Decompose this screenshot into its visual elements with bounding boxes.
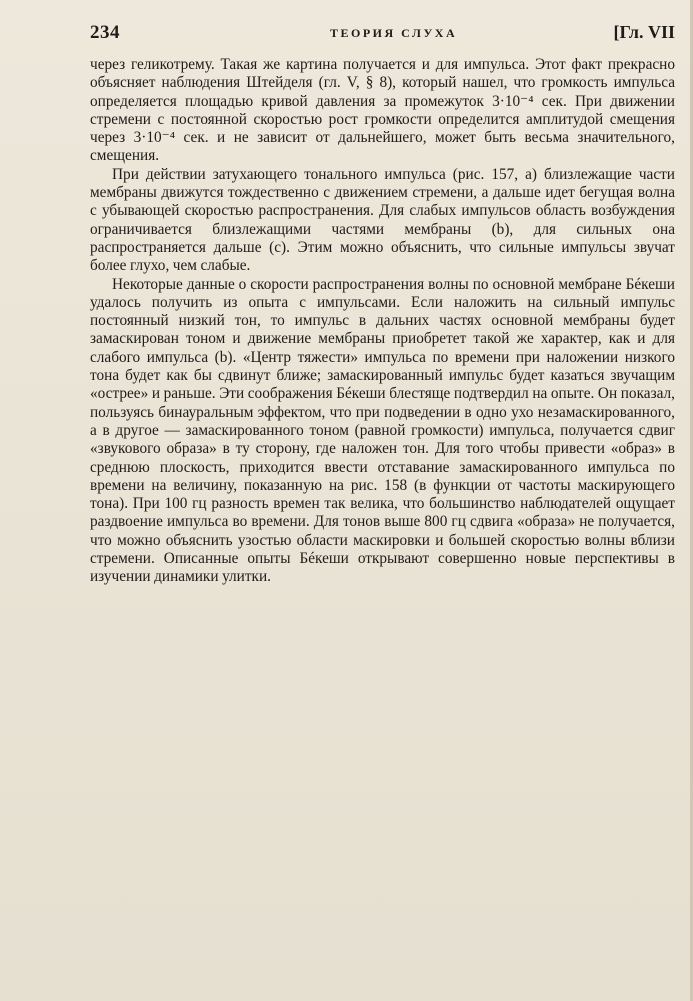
paragraph-3: Некоторые данные о скорости распространения волны по основной мембране Бéкеши удалось получить из опыта с импульсами. Если наложить на сильный импульс постоянный низкий тон, то импульс в дальних частях основной мембраны будет замаскирован тоном и движение мембраны приобретет такой же характер, как и для слабого импульса (b). «Центр тяжести» импульса по времени при наложении низкого тона будет как бы сдвинут ближе; замаскированный импульс будет казаться звучащим «острее» и раньше. Эти соображения Бéкеши блестяще подтвердил на опыте. Он показал, пользуясь бинауральным эффектом, что при подведении в одно ухо незамаскированного, а в другое — замаскированного тоном (равной громкости) импульса, получается сдвиг «звукового образа» в ту сторону, где наложен тон. Для того чтобы привести «образ» в среднюю плоскость, приходится ввести отставание замаскированного импульса по времени на величину, показанную на рис. 158 (в функции от частоты маскирующего тона). При 100 гц разность времен так велика, что большинство наблюдателей ощущает раздвоение импульса во времени. Для тонов выше 800 гц сдвига «образа» не получается, что можно объяснить узостью области маскировки и большей скоростью волны вблизи стремени. Описанные опыты Бéкеши открывают совершенно новые перспективы в изучении динамики улитки.	[90, 275, 675, 586]
paragraph-1: через геликотрему. Такая же картина получается и для импульса. Этот факт прекрасно объясняет наблюдения Штейделя (гл. V, § 8), который нашел, что громкость импульса определяется площадью кривой давления за промежуток 3·10⁻⁴ сек. При движении стремени с постоянной скоростью рост громкости определится амплитудой смещения через 3·10⁻⁴ сек. и не зависит от дальнейшего, может быть весьма значительного, смещения.	[90, 56, 675, 165]
paragraph-2: При действии затухающего тонального импульса (рис. 157, a) близлежащие части мембраны движутся тождественно с движением стремени, а дальше идет бегущая волна с убывающей скоростью распространения. Для слабых импульсов область возбуждения ограничивается близлежащими частями мембраны (b), для сильных она распространяется дальше (c). Этим можно объяснить, что сильные импульсы звучат более глухо, чем слабые.	[90, 165, 675, 275]
chapter-reference: [Гл. VII	[613, 22, 675, 42]
page-header	[90, 22, 675, 52]
running-title: ТЕОРИЯ СЛУХА	[330, 26, 458, 40]
page-number: 234	[90, 22, 120, 43]
body-text	[90, 56, 675, 587]
